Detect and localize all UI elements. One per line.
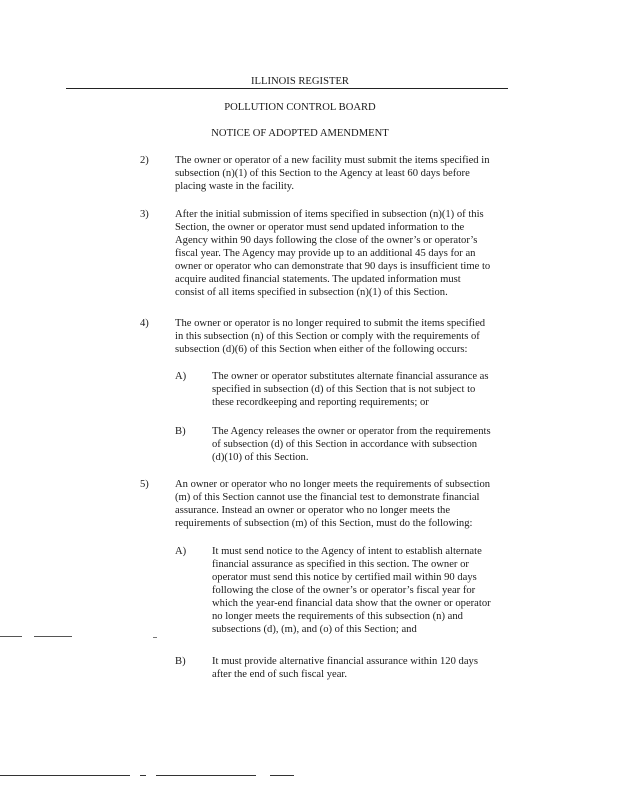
item-paragraph: [175, 478, 490, 530]
text-line: The Agency releases the owner or operator from the requirements: [212, 426, 491, 437]
text-line: The owner or operator is no longer required to submit the items specified: [175, 318, 486, 329]
text-line: subsection (d)(6) of this Section when either of the following occurs:: [175, 344, 468, 355]
text-line: fiscal year. The Agency may provide up to an additional 45 days for an: [175, 248, 476, 259]
text-line: assurance. Instead an owner or operator who no longer meets the: [175, 505, 451, 516]
bottom-scan-rule: [140, 775, 146, 776]
board-title: POLLUTION CONTROL BOARD: [224, 102, 376, 113]
text-line: owner or operator who can demonstrate that 90 days is insufficient time to: [175, 261, 491, 272]
subitem-letter: B): [175, 426, 186, 437]
subitem-paragraph: [212, 370, 489, 409]
text-line: (d)(10) of this Section.: [212, 452, 309, 463]
item-paragraph: [175, 154, 490, 193]
scan-mark: [0, 636, 22, 637]
text-line: after the end of such fiscal year.: [212, 669, 348, 680]
text-line: financial assurance as specified in this section. The owner or: [212, 559, 469, 570]
item-paragraph: [175, 208, 490, 299]
scan-mark: [34, 636, 72, 637]
bottom-scan-rule: [156, 775, 256, 776]
text-line: no longer meets the requirements of this subsection (n) and: [212, 611, 463, 622]
text-line: The owner or operator of a new facility must submit the items specified in: [175, 155, 490, 166]
text-line: operator must send this notice by certified mail within 90 days: [212, 572, 477, 583]
text-line: After the initial submission of items specified in subsection (n)(1) of this: [175, 209, 484, 220]
text-line: in this subsection (n) of this Section or comply with the requirements of: [175, 331, 480, 342]
text-line: An owner or operator who no longer meets the requirements of subsection: [175, 479, 491, 490]
text-line: consist of all items specified in subsection (n)(1) of this Section.: [175, 287, 448, 298]
subitem-paragraph: [212, 545, 491, 636]
item-number: 5): [140, 479, 149, 490]
item-paragraph: [175, 317, 485, 356]
text-line: subsections (d), (m), and (o) of this Section; and: [212, 624, 417, 635]
text-line: placing waste in the facility.: [175, 181, 295, 192]
text-line: these recordkeeping and reporting requirements; or: [212, 397, 429, 408]
text-line: Section, the owner or operator must send updated information to the: [175, 222, 465, 233]
item-number: 3): [140, 209, 149, 220]
subitem-letter: A): [175, 546, 187, 557]
text-line: requirements of subsection (m) of this Section, must do the following:: [175, 518, 473, 529]
register-title: ILLINOIS REGISTER: [251, 76, 349, 87]
text-line: which the year-end financial data show that the owner or operator: [212, 598, 491, 609]
text-line: subsection (n)(1) of this Section to the Agency at least 60 days before: [175, 168, 470, 179]
header-rule: [66, 88, 508, 89]
text-line: specified in subsection (d) of this Section that is not subject to: [212, 384, 476, 395]
subitem-paragraph: [212, 425, 491, 464]
text-line: It must provide alternative financial assurance within 120 days: [212, 656, 478, 667]
text-line: (m) of this Section cannot use the financial test to demonstrate financial: [175, 492, 480, 503]
subitem-letter: A): [175, 371, 187, 382]
text-line: It must send notice to the Agency of intent to establish alternate: [212, 546, 482, 557]
text-line: Agency within 90 days following the close of the owner’s or operator’s: [175, 235, 478, 246]
bottom-scan-rule: [0, 775, 130, 776]
text-line: following the close of the owner’s or operator’s fiscal year for: [212, 585, 476, 596]
subitem-letter: B): [175, 656, 186, 667]
text-line: acquire audited financial statements. The updated information must: [175, 274, 461, 285]
item-number: 4): [140, 318, 149, 329]
text-line: The owner or operator substitutes alternate financial assurance as: [212, 371, 489, 382]
bottom-scan-rule: [270, 775, 294, 776]
notice-title: NOTICE OF ADOPTED AMENDMENT: [211, 128, 389, 139]
item-number: 2): [140, 155, 149, 166]
subitem-paragraph: [212, 655, 478, 681]
scan-mark: [153, 637, 157, 638]
text-line: of subsection (d) of this Section in accordance with subsection: [212, 439, 478, 450]
